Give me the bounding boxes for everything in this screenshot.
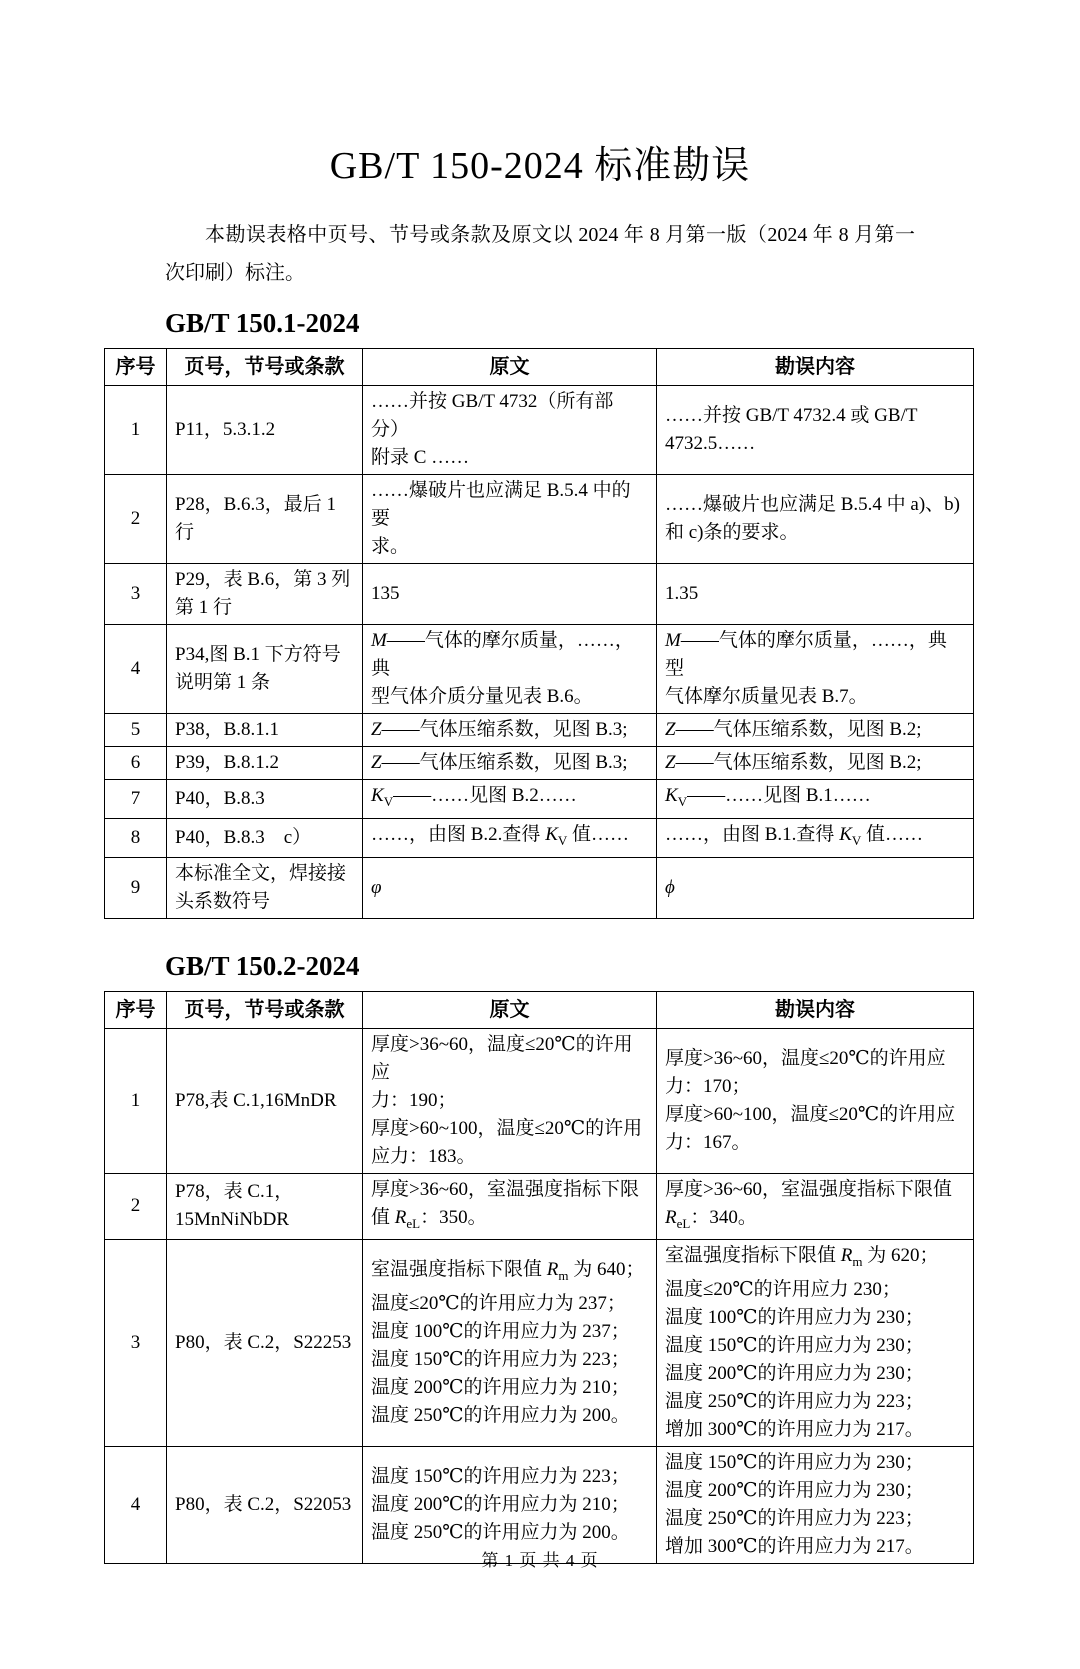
intro-paragraph: 本勘误表格中页号、节号或条款及原文以 2024 年 8 月第一版（2024 年 8 月第一次印刷）标注。 bbox=[165, 224, 915, 284]
table-cell: 9 bbox=[105, 857, 167, 918]
table-cell: 8 bbox=[105, 818, 167, 857]
table-cell: 4 bbox=[105, 625, 167, 714]
table-body-2 bbox=[105, 1028, 974, 1564]
table-cell: P29，表 B.6，第 3 列 第 1 行 bbox=[167, 564, 363, 625]
document-title: GB/T 150-2024 标准勘误 bbox=[329, 145, 751, 187]
column-header-index: 序号 bbox=[105, 991, 167, 1028]
table-cell: $K_V——\dots\dots$见图 B.1…… bbox=[657, 780, 974, 819]
table-cell: 2 bbox=[105, 1173, 167, 1240]
table-cell: M——气体的摩尔质量，……，典 型气体介质分量见表 B.6。 bbox=[363, 625, 657, 714]
column-header-location: 页号，节号或条款 bbox=[167, 991, 363, 1028]
table-cell: φ bbox=[363, 857, 657, 918]
page-number: 第 1 页 共 4 页 bbox=[481, 1551, 599, 1570]
table-cell: Z——气体压缩系数，见图 B.3; bbox=[363, 714, 657, 747]
table-cell: 室温强度指标下限值 $R_m$ 为 620； 温度≤20℃的许用应力 230； 温度 100℃的许用应力为 230； 温度 150℃的许用应力为 230； 温度 200℃的许用应力为 230； 温度 250℃的许用应力为 223； 增加 300℃的许用应力为 217。 bbox=[657, 1240, 974, 1447]
table-row bbox=[105, 1447, 974, 1564]
column-header-correction: 勘误内容 bbox=[657, 349, 974, 386]
table-cell: P80，表 C.2，S22053 bbox=[167, 1447, 363, 1564]
table-cell: P78,表 C.1,16MnDR bbox=[167, 1028, 363, 1173]
table-cell: 5 bbox=[105, 714, 167, 747]
table-cell: ϕ bbox=[657, 857, 974, 918]
table-row bbox=[105, 625, 974, 714]
column-header-location: 页号，节号或条款 bbox=[167, 349, 363, 386]
table-cell: ……并按 GB/T 4732.4 或 GB/T 4732.5…… bbox=[657, 386, 974, 475]
table-cell: 4 bbox=[105, 1447, 167, 1564]
table-cell: 温度 150℃的许用应力为 230； 温度 200℃的许用应力为 230； 温度 250℃的许用应力为 223； 增加 300℃的许用应力为 217。 bbox=[657, 1447, 974, 1564]
column-header-index: 序号 bbox=[105, 349, 167, 386]
section-heading-2: GB/T 150.2-2024 bbox=[165, 950, 360, 981]
table-cell: P40，B.8.3 bbox=[167, 780, 363, 819]
table-row bbox=[105, 1240, 974, 1447]
table-cell: P28，B.6.3，最后 1 行 bbox=[167, 475, 363, 564]
table-cell: P39，B.8.1.2 bbox=[167, 747, 363, 780]
table-cell: 6 bbox=[105, 747, 167, 780]
table-cell: 135 bbox=[363, 564, 657, 625]
table-cell: P78，表 C.1， 15MnNiNbDR bbox=[167, 1173, 363, 1240]
table-cell: ……爆破片也应满足 B.5.4 中 a)、b) 和 c)条的要求。 bbox=[657, 475, 974, 564]
table-row bbox=[105, 747, 974, 780]
table-cell: 2 bbox=[105, 475, 167, 564]
section-gbt-150-1 bbox=[0, 306, 1080, 919]
table-cell: 1 bbox=[105, 1028, 167, 1173]
table-cell: P40，B.8.3 c） bbox=[167, 818, 363, 857]
table-row bbox=[105, 857, 974, 918]
table-row bbox=[105, 475, 974, 564]
table-cell: P34,图 B.1 下方符号 说明第 1 条 bbox=[167, 625, 363, 714]
table-cell: 厚度>36~60，温度≤20℃的许用应 力：190； 厚度>60~100，温度≤20℃的许用 应力：183。 bbox=[363, 1028, 657, 1173]
table-row bbox=[105, 780, 974, 819]
column-header-original: 原文 bbox=[363, 991, 657, 1028]
table-cell: Z——气体压缩系数，见图 B.2; bbox=[657, 747, 974, 780]
table-cell: P11，5.3.1.2 bbox=[167, 386, 363, 475]
table-cell: 3 bbox=[105, 1240, 167, 1447]
table-cell: 3 bbox=[105, 564, 167, 625]
table-cell: 厚度>36~60，温度≤20℃的许用应 力：170； 厚度>60~100，温度≤20℃的许用应 力：167。 bbox=[657, 1028, 974, 1173]
table-cell: 1.35 bbox=[657, 564, 974, 625]
table-cell: ……爆破片也应满足 B.5.4 中的要 求。 bbox=[363, 475, 657, 564]
section-gbt-150-2 bbox=[0, 949, 1080, 1565]
table-cell: P80，表 C.2，S22253 bbox=[167, 1240, 363, 1447]
column-header-correction: 勘误内容 bbox=[657, 991, 974, 1028]
table-cell: ……并按 GB/T 4732（所有部分） 附录 C …… bbox=[363, 386, 657, 475]
table-cell: ……，由图 B.2.查得 $K_V$ 值…… bbox=[363, 818, 657, 857]
table-cell: Z——气体压缩系数，见图 B.3; bbox=[363, 747, 657, 780]
table-cell: 本标准全文，焊接接 头系数符号 bbox=[167, 857, 363, 918]
table-cell: 室温强度指标下限值 $R_m$ 为 640； 温度≤20℃的许用应力为 237； 温度 100℃的许用应力为 237； 温度 150℃的许用应力为 223； 温度 200℃的许用应力为 210； 温度 250℃的许用应力为 200。 bbox=[363, 1240, 657, 1447]
table-cell: $K_V——\dots\dots$见图 B.2…… bbox=[363, 780, 657, 819]
table-cell: ……，由图 B.1.查得 $K_V$ 值…… bbox=[657, 818, 974, 857]
table-header-row bbox=[105, 991, 974, 1028]
errata-table-1 bbox=[104, 348, 974, 919]
table-body-1 bbox=[105, 386, 974, 919]
errata-table-2 bbox=[104, 991, 974, 1565]
table-cell: 厚度>36~60，室温强度指标下限 值 $R_{eL}$：350。 bbox=[363, 1173, 657, 1240]
table-cell: 7 bbox=[105, 780, 167, 819]
table-row bbox=[105, 1028, 974, 1173]
table-cell: 温度 150℃的许用应力为 223； 温度 200℃的许用应力为 210； 温度 250℃的许用应力为 200。 bbox=[363, 1447, 657, 1564]
column-header-original: 原文 bbox=[363, 349, 657, 386]
table-header-row bbox=[105, 349, 974, 386]
table-cell: P38，B.8.1.1 bbox=[167, 714, 363, 747]
table-cell: 1 bbox=[105, 386, 167, 475]
table-cell: Z——气体压缩系数，见图 B.2; bbox=[657, 714, 974, 747]
table-row bbox=[105, 1173, 974, 1240]
table-row bbox=[105, 564, 974, 625]
table-row bbox=[105, 714, 974, 747]
document-page bbox=[0, 142, 1080, 1669]
section-heading-1: GB/T 150.1-2024 bbox=[165, 308, 360, 338]
table-cell: M——气体的摩尔质量，……，典型 气体摩尔质量见表 B.7。 bbox=[657, 625, 974, 714]
table-cell: 厚度>36~60，室温强度指标下限值 $R_{eL}$：340。 bbox=[657, 1173, 974, 1240]
table-row bbox=[105, 386, 974, 475]
table-row bbox=[105, 818, 974, 857]
